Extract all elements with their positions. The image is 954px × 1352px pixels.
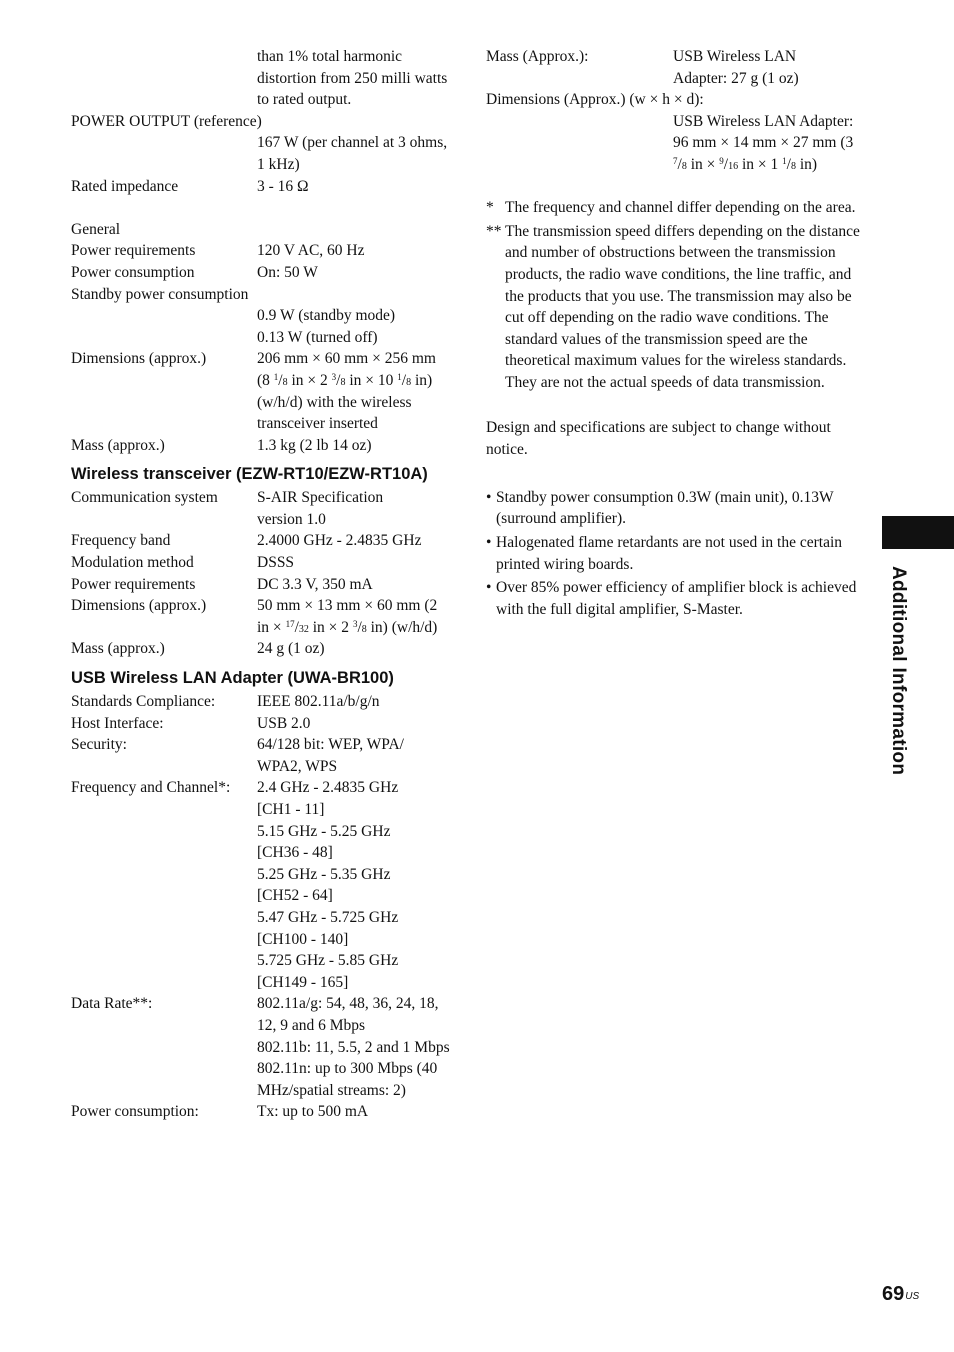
left-column [71,46,451,1123]
usb-mass-value: USB Wireless LAN Adapter: 27 g (1 oz) [673,48,799,87]
spec-row [71,240,451,262]
footnote-text: The frequency and channel differ depending on the area. [505,199,856,217]
wireless-mass-row [71,638,451,660]
usb-power-consumption-label: Power consumption: [71,1103,199,1121]
bullet-mark: • [486,488,492,506]
spec-row [71,552,451,574]
standby-value-2: 0.13 W (turned off) [257,328,378,346]
section-side-label [870,566,910,786]
spec-value: DSSS [257,554,295,572]
spec-value: DC 3.3 V, 350 mA [257,575,373,593]
spec-label: Modulation method [71,554,194,572]
spec-label: Communication system [71,489,218,507]
usb-mass-row [486,46,866,89]
section-tab [882,516,954,549]
bullet-item [486,577,866,620]
standby-value-1: 0.9 W (standby mode) [257,307,396,325]
general-dimensions-value: 206 mm × 60 mm × 256 mm (8 $^1$/8 in × 2 $^3$/8 in × 10 $^1$/8 in) (w/h/d) with the wireless transceiver inserted [257,350,436,433]
bullet-text: Standby power consumption 0.3W (main unit), 0.13W (surround amplifier). [496,488,834,528]
footnote-mark: * [486,199,494,217]
frequency-channel-row [71,777,451,993]
general-dimensions-row [71,348,451,434]
power-output-label: POWER OUTPUT (reference) [71,112,262,130]
rated-impedance-label: Rated impedance [71,177,179,195]
data-rate-line: 802.11b: 11, 5.5, 2 and 1 Mbps [257,1038,450,1056]
wireless-dimensions-row [71,595,451,638]
spec-row [71,487,451,530]
page-number [882,1284,919,1306]
data-rate-row [71,993,451,1101]
section-side-label-text: Additional Information [888,566,909,776]
page-region: US [905,1291,920,1302]
usb-dimensions-label: Dimensions (Approx.) (w × h × d): [486,91,704,109]
power-output-value: 167 W (per channel at 3 ohms, 1 kHz) [257,134,448,173]
amp-spec-tail [71,46,451,111]
frequency-channel-line: 5.15 GHz - 5.25 GHz [CH36 - 48] [257,822,391,862]
footnote [486,197,866,219]
amp-spec-tail-text: than 1% total harmonic distortion from 250 milli watts to rated output. [257,48,448,109]
rated-impedance-value: 3 - 16 Ω [257,177,309,195]
usb-mass-label: Mass (Approx.): [486,48,589,65]
frequency-channel-line: 5.47 GHz - 5.725 GHz [CH100 - 140] [257,908,399,948]
spec-row [71,262,451,284]
usb-adapter-heading: USB Wireless LAN Adapter (UWA-BR100) [71,669,394,688]
spec-row [71,734,451,777]
usb-power-consumption-row [71,1101,451,1123]
spec-label: Standards Compliance: [71,693,216,711]
spec-value: IEEE 802.11a/b/g/n [257,693,380,711]
wireless-mass-label: Mass (approx.) [71,640,165,658]
spec-label: Security: [71,736,127,754]
right-column [486,46,866,622]
spec-label: Power consumption [71,263,195,281]
spec-value: On: 50 W [257,263,318,281]
frequency-channel-line: 5.725 GHz - 5.85 GHz [CH149 - 165] [257,952,399,991]
spec-row [71,713,451,735]
footnote [486,221,866,394]
frequency-channel-label: Frequency and Channel*: [71,779,231,797]
spec-label: Frequency band [71,532,171,550]
wireless-mass-value: 24 g (1 oz) [257,640,325,658]
power-output-row [71,111,451,176]
footnote-text: The transmission speed differs depending on the distance and number of obstructions between the transmission products, the radio wave conditions, the line traffic, and the products that you use. The transmission may also be cut off depending on the radio wave conditions. The standard values of the transmission speed are the theoretical maximum values for the wireless standards. They are not the actual speeds of data transmission. [505,222,860,391]
bullet-item [486,532,866,575]
spec-row [71,530,451,552]
standby-row [71,284,451,349]
usb-dimensions-value: USB Wireless LAN Adapter: 96 mm × 14 mm × 27 mm (3 $^7$/8 in × $^9$/16 in × 1 $^1$/8 in) [673,112,854,173]
usb-power-consumption-value: Tx: up to 500 mA [257,1103,369,1121]
wireless-dimensions-label: Dimensions (approx.) [71,597,207,615]
bullet-item [486,487,866,530]
general-mass-value: 1.3 kg (2 lb 14 oz) [257,436,372,454]
data-rate-line: 802.11a/g: 54, 48, 36, 24, 18, 12, 9 and 6 Mbps [257,995,439,1034]
spec-value: S-AIR Specification version 1.0 [257,489,384,528]
data-rate-line: 802.11n: up to 300 Mbps (40 MHz/spatial streams: 2) [257,1060,438,1099]
bullet-mark: • [486,579,492,597]
spec-value: 120 V AC, 60 Hz [257,242,365,260]
general-heading [71,219,451,241]
spec-row [71,691,451,713]
bullet-text: Halogenated flame retardants are not used in the certain printed wiring boards. [496,534,843,573]
footnote-mark: ** [486,222,502,240]
spec-label: Power requirements [71,242,196,260]
general-mass-row [71,435,451,457]
spec-label: Power requirements [71,575,196,593]
general-mass-label: Mass (approx.) [71,436,165,454]
spec-value: 2.4000 GHz - 2.4835 GHz [257,532,422,550]
standby-label: Standby power consumption [71,285,249,303]
general-heading-text: General [71,220,121,238]
wireless-dimensions-value: 50 mm × 13 mm × 60 mm (2 in × $^{17}$/32 in × 2 $^3$/8 in) (w/h/d) [257,597,438,636]
spec-row [71,574,451,596]
data-rate-label: Data Rate**: [71,995,153,1013]
wireless-transceiver-heading: Wireless transceiver (EZW-RT10/EZW-RT10A) [71,465,428,484]
spec-label: Host Interface: [71,714,164,732]
frequency-channel-line: 5.25 GHz - 5.35 GHz [CH52 - 64] [257,865,391,905]
bullet-mark: • [486,534,492,552]
usb-dimensions-row [486,89,866,175]
spec-value: USB 2.0 [257,714,311,732]
spec-value: 64/128 bit: WEP, WPA/ WPA2, WPS [257,736,404,775]
page-number-value: 69 [882,1283,905,1305]
general-dimensions-label: Dimensions (approx.) [71,350,207,368]
rated-impedance-row [71,176,451,198]
specifications-disclaimer: Design and specifications are subject to change without notice. [486,419,831,458]
bullet-text: Over 85% power efficiency of amplifier block is achieved with the full digital amplifier, S-Master. [496,579,857,618]
frequency-channel-line: 2.4 GHz - 2.4835 GHz [CH1 - 11] [257,779,399,818]
